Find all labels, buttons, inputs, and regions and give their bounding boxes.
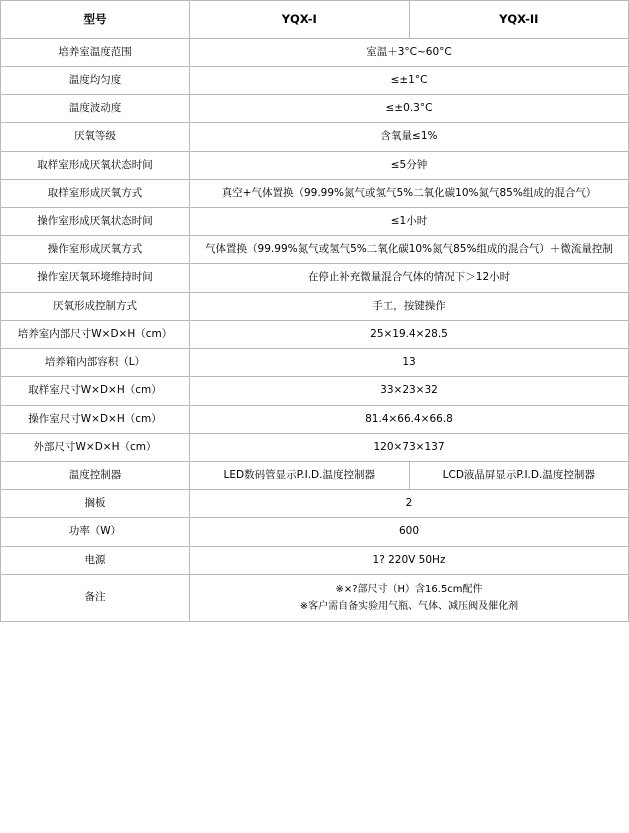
- row-value-cell: 13: [190, 349, 629, 377]
- row-label-cell: 操作室形成厌氧状态时间: [1, 207, 190, 235]
- table-row: [1, 377, 629, 405]
- table-row: [1, 179, 629, 207]
- row-value-cell: 手工，按键操作: [190, 292, 629, 320]
- row-label-cell: 培养室温度范围: [1, 38, 190, 66]
- table-row: [1, 574, 629, 621]
- table-row: [1, 95, 629, 123]
- row-value-cell: 室温＋3°C~60°C: [190, 38, 629, 66]
- row-label-cell: 电源: [1, 546, 190, 574]
- table-row: [1, 518, 629, 546]
- row-value-cell: 在停止补充微量混合气体的情况下＞12小时: [190, 264, 629, 292]
- row-label-cell: 温度波动度: [1, 95, 190, 123]
- row-value-cell: 600: [190, 518, 629, 546]
- row-value-cell: ≤5分钟: [190, 151, 629, 179]
- note-lines: [194, 581, 624, 615]
- note-line: ※×?部尺寸（H）含16.5cm配件: [335, 583, 483, 595]
- row-label-cell: 取样室形成厌氧状态时间: [1, 151, 190, 179]
- row-value-cell: ≤±0.3°C: [190, 95, 629, 123]
- row-value-cell: 真空+气体置换（99.99%氮气或氢气5%二氧化碳10%氮气85%组成的混合气）: [190, 179, 629, 207]
- row-value-cell: 25×19.4×28.5: [190, 320, 629, 348]
- row-value-cell-model-1: LED数码管显示P.I.D.温度控制器: [190, 461, 410, 489]
- table-row: [1, 320, 629, 348]
- table-row: [1, 1, 629, 39]
- row-label-cell: 搁板: [1, 490, 190, 518]
- table-row: [1, 405, 629, 433]
- row-value-cell: 81.4×66.4×66.8: [190, 405, 629, 433]
- table-row: [1, 38, 629, 66]
- row-label-cell: 培养箱内部容积（L）: [1, 349, 190, 377]
- table-row: [1, 546, 629, 574]
- row-label-cell: 取样室形成厌氧方式: [1, 179, 190, 207]
- row-value-cell-model-2: YQX-II: [409, 1, 629, 39]
- table-row: [1, 433, 629, 461]
- row-value-cell-model-2: LCD液晶屏显示P.I.D.温度控制器: [409, 461, 629, 489]
- row-value-cell: 含氧量≤1%: [190, 123, 629, 151]
- row-value-cell: 2: [190, 490, 629, 518]
- row-value-cell: 1? 220V 50Hz: [190, 546, 629, 574]
- row-label-cell: 操作室尺寸W×D×H（cm）: [1, 405, 190, 433]
- table-row: [1, 123, 629, 151]
- row-label-cell: 厌氧等级: [1, 123, 190, 151]
- table-row: [1, 151, 629, 179]
- table-row: [1, 461, 629, 489]
- row-value-cell: 33×23×32: [190, 377, 629, 405]
- row-label-cell: 温度控制器: [1, 461, 190, 489]
- row-label-cell: 温度均匀度: [1, 66, 190, 94]
- row-label-cell: 备注: [1, 574, 190, 621]
- row-label-cell: 操作室形成厌氧方式: [1, 236, 190, 264]
- table-row: [1, 207, 629, 235]
- row-value-cell-model-1: YQX-I: [190, 1, 410, 39]
- table-row: [1, 264, 629, 292]
- table-row: [1, 236, 629, 264]
- row-label-cell: 培养室内部尺寸W×D×H（cm）: [1, 320, 190, 348]
- row-value-cell: ≤1小时: [190, 207, 629, 235]
- table-body: [1, 1, 629, 622]
- note-line: ※客户需自备实验用气瓶、气体、减压阀及催化剂: [299, 600, 519, 612]
- row-label-cell: 厌氧形成控制方式: [1, 292, 190, 320]
- row-label-cell: 操作室厌氧环境维持时间: [1, 264, 190, 292]
- row-value-cell: 气体置换（99.99%氮气或氢气5%二氧化碳10%氮气85%组成的混合气）＋微流量控制: [190, 236, 629, 264]
- table-row: [1, 490, 629, 518]
- row-label-cell: 外部尺寸W×D×H（cm）: [1, 433, 190, 461]
- row-value-cell: 120×73×137: [190, 433, 629, 461]
- table-row: [1, 66, 629, 94]
- table-row: [1, 292, 629, 320]
- row-value-cell: [190, 574, 629, 621]
- row-label-cell: 型号: [1, 1, 190, 39]
- row-label-cell: 取样室尺寸W×D×H（cm）: [1, 377, 190, 405]
- table-row: [1, 349, 629, 377]
- row-value-cell: ≤±1°C: [190, 66, 629, 94]
- row-label-cell: 功率（W）: [1, 518, 190, 546]
